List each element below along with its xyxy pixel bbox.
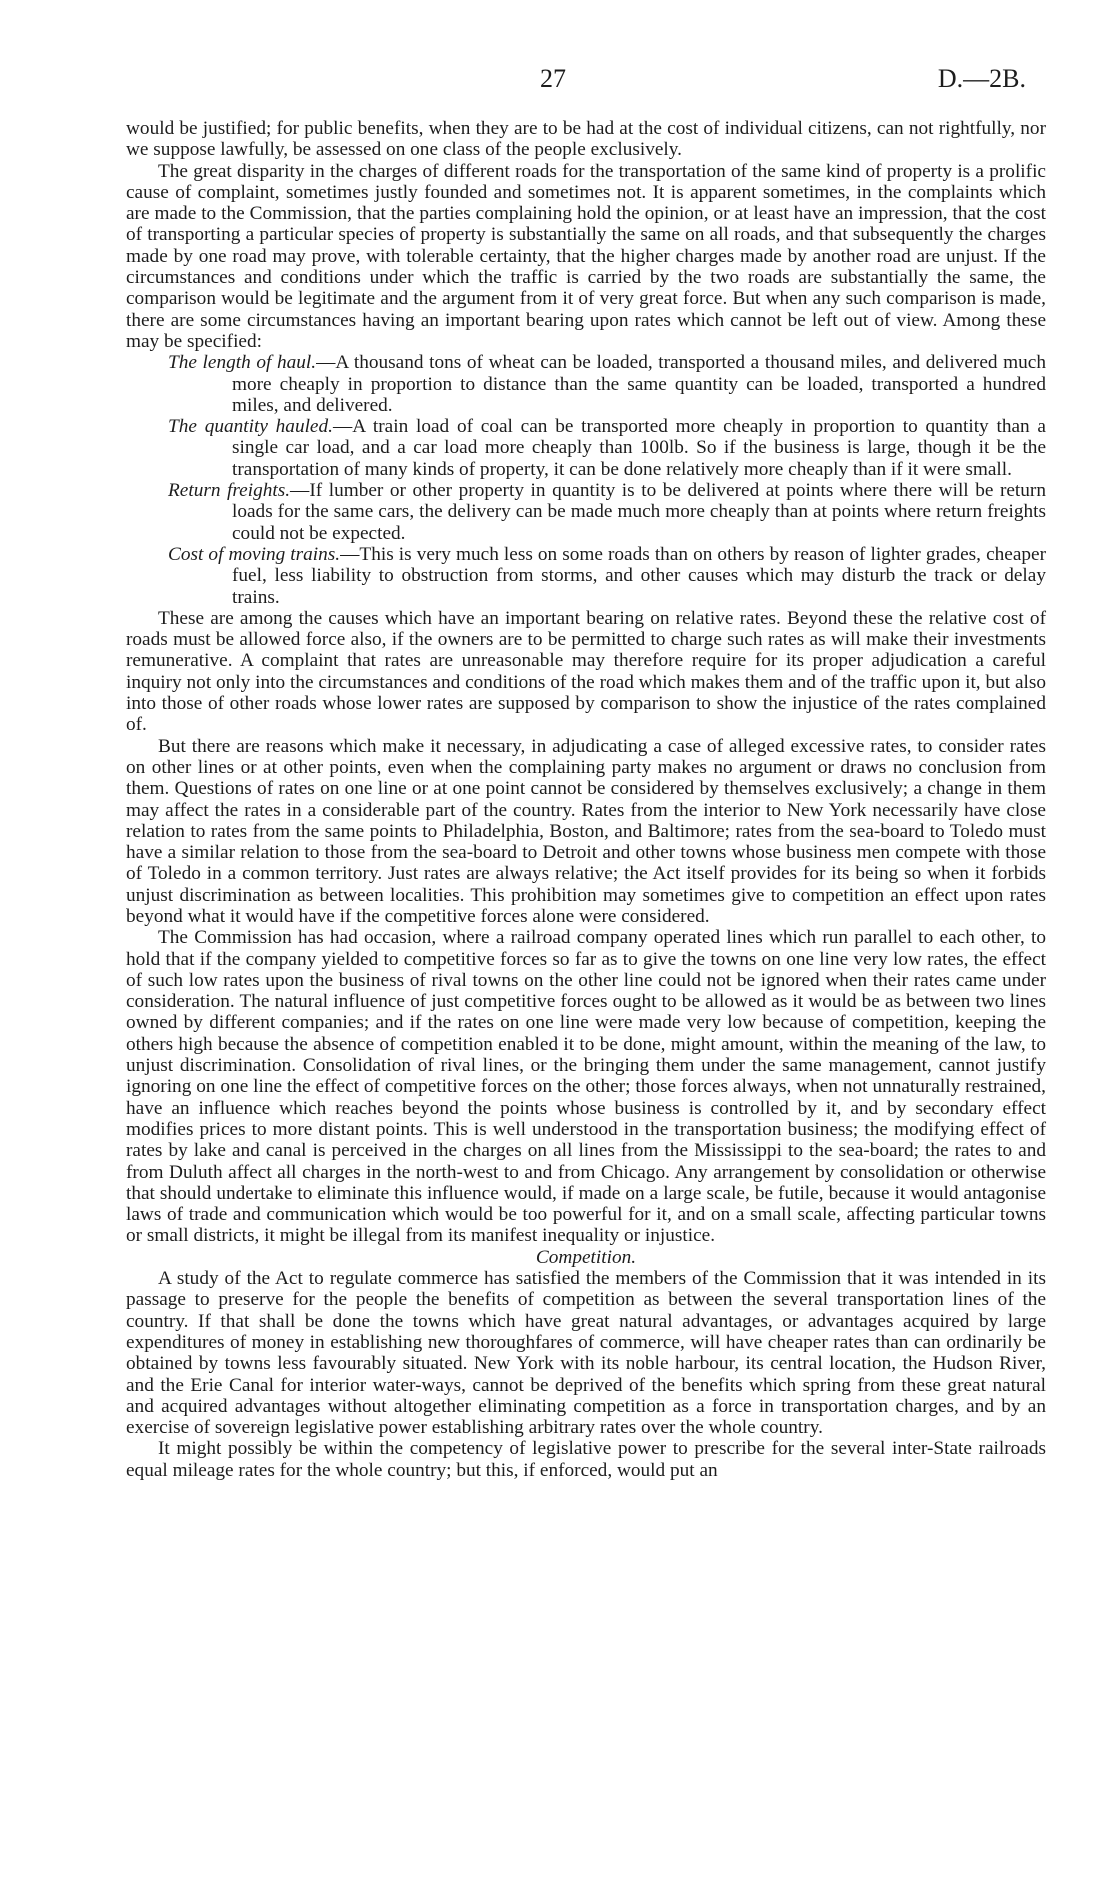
item-text: —If lumber or other property in quantity is to be delivered at points where there will be return loads for the same cars, the delivery can be made much more cheaply than at points where return freights could not be expected. (232, 480, 1046, 544)
page-header (0, 64, 1114, 104)
item-text: —A train load of coal can be transported more cheaply in proportion to quantity than a single car load, and a car load more cheaply than 100lb. So if the business is large, though it be the transportation of many kinds of property, it can be done relatively more cheaply than if it were small. (232, 416, 1046, 480)
paragraph-competition: A study of the Act to regulate commerce has satisfied the members of the Commission that it was intended in its passage to preserve for the people the benefits of competition as between the several transportation lines of the country. If that shall be done the towns which have great natural advantages, or advantages acquired by large expenditures of money in establishing new thoroughfares of commerce, will have cheaper rates than can ordinarily be obtained by towns less favourably situated. New York with its noble harbour, its central location, the Hudson River, and the Erie Canal for interior water-ways, cannot be deprived of the benefits which spring from these great natural and acquired advantages without altogether eliminating competition as a force in transportation charges, and by an exercise of sovereign legislative power establishing arbitrary rates over the whole country. (126, 1268, 1046, 1439)
list-item (168, 544, 1046, 608)
circumstance-list (126, 352, 1046, 608)
paragraph-relative-rates: These are among the causes which have an important bearing on relative rates. Beyond these the relative cost of roads must be allowed force also, if the owners are to be permitted to charge such rates as will make their investments remunerative. A complaint that rates are unreasonable may therefore require for its proper adjudication a careful inquiry not only into the circumstances and conditions of the road which makes them and of the traffic upon it, but also into those of other roads whose lower rates are supposed by comparison to show the injustice of the rates complained of. (126, 607, 1046, 736)
list-item (168, 416, 1046, 480)
item-text: —A thousand tons of wheat can be loaded, transported a thousand miles, and delivered much more cheaply in proportion to distance than the same quantity can be loaded, transported a hundred miles, and delivered. (232, 352, 1046, 416)
item-lead: The quantity hauled. (168, 416, 333, 438)
item-text: —This is very much less on some roads than on others by reason of lighter grades, cheaper fuel, less liability to obstruction from storms, and other causes which may disturb the track or delay trains. (232, 543, 1046, 608)
document-reference: D.—2B. (937, 64, 1026, 93)
paragraph-continuation: would be justified; for public benefits, when they are to be had at the cost of individual citizens, can not rightfully, nor we suppose lawfully, be assessed on one class of the people exclusively. (126, 118, 1046, 161)
page-number: 27 (540, 64, 566, 93)
section-heading: Competition. (535, 1246, 637, 1268)
paragraph-other-lines: But there are reasons which make it necessary, in adjudicating a case of alleged excessive rates, to consider rates on other lines or at other points, even when the complaining party makes no argument or draws no conclusion from them. Questions of rates on one line or at one point cannot be considered by themselves exclusively; a change in them may affect the rates in a considerable part of the country. Rates from the interior to New York necessarily have close relation to rates from the same points to Philadelphia, Boston, and Baltimore; rates from the sea-board to Toledo must have a similar relation to those from the sea-board to Detroit and other towns whose business men compete with those of Toledo in a common territory. Just rates are always relative; the Act itself provides for its being so when it forbids unjust discrimination as between localities. This prohibition may sometimes give to competition an effect upon rates beyond what it would have if the competitive forces alone were considered. (126, 735, 1046, 927)
paragraph-parallel-lines: The Commission has had occasion, where a railroad company operated lines which run parallel to each other, to hold that if the company yielded to competitive forces so far as to give the towns on one line very low rates, the effect of such low rates upon the business of rival towns on the other line could not be ignored when their rates came under consideration. The natural influence of just competitive forces ought to be allowed as it would be as between two lines owned by different companies; and if the rates on one line were made very low because of competition, keeping the others high because the absence of competition enabled it to be done, might amount, within the meaning of the law, to unjust discrimination. Consolidation of rival lines, or the bringing them under the same management, cannot justify ignoring on one line the effect of competitive forces on the other; those forces always, when not unnaturally restrained, have an influence which reaches beyond the points whose business is controlled by it, and by secondary effect modifies prices to more distant points. This is well understood in the transportation business; the modifying effect of rates by lake and canal is perceived in the charges on all lines from the Mississippi to the sea-board; the rates to and from Duluth affect all charges in the north-west to and from Chicago. Any arrangement by consolidation or otherwise that should undertake to eliminate this influence would, if made on a large scale, be futile, because it would antagonise laws of trade and communication which would be too powerful for it, and on a small scale, affecting particular towns or small districts, it might be illegal from its manifest inequality or injustice. (126, 927, 1046, 1247)
body-text (126, 118, 1046, 1481)
item-lead: Return freights. (168, 480, 291, 502)
paragraph-mileage-rates: It might possibly be within the competency of legislative power to prescribe for the several inter-State railroads equal mileage rates for the whole country; but this, if enforced, would put an (126, 1438, 1046, 1481)
item-lead: The length of haul. (168, 352, 317, 374)
paragraph-disparity: The great disparity in the charges of different roads for the transportation of the same kind of property is a prolific cause of complaint, sometimes justly founded and sometimes not. It is apparent sometimes, in the complaints which are made to the Commission, that the parties complaining hold the opinion, or at least have an impression, that the cost of transporting a particular species of property is substantially the same on all roads, and that subsequently the charges made by one road may prove, with tolerable certainty, that the higher charges made by another road are unjust. If the circumstances and conditions under which the traffic is carried by the two roads are substantially the same, the comparison would be legitimate and the argument from it of very great force. But when any such comparison is made, there are some circumstances having an important bearing upon rates which cannot be left out of view. Among these may be specified: (126, 160, 1046, 352)
item-lead: Cost of moving trains. (168, 543, 341, 565)
list-item (168, 352, 1046, 416)
list-item (168, 480, 1046, 544)
